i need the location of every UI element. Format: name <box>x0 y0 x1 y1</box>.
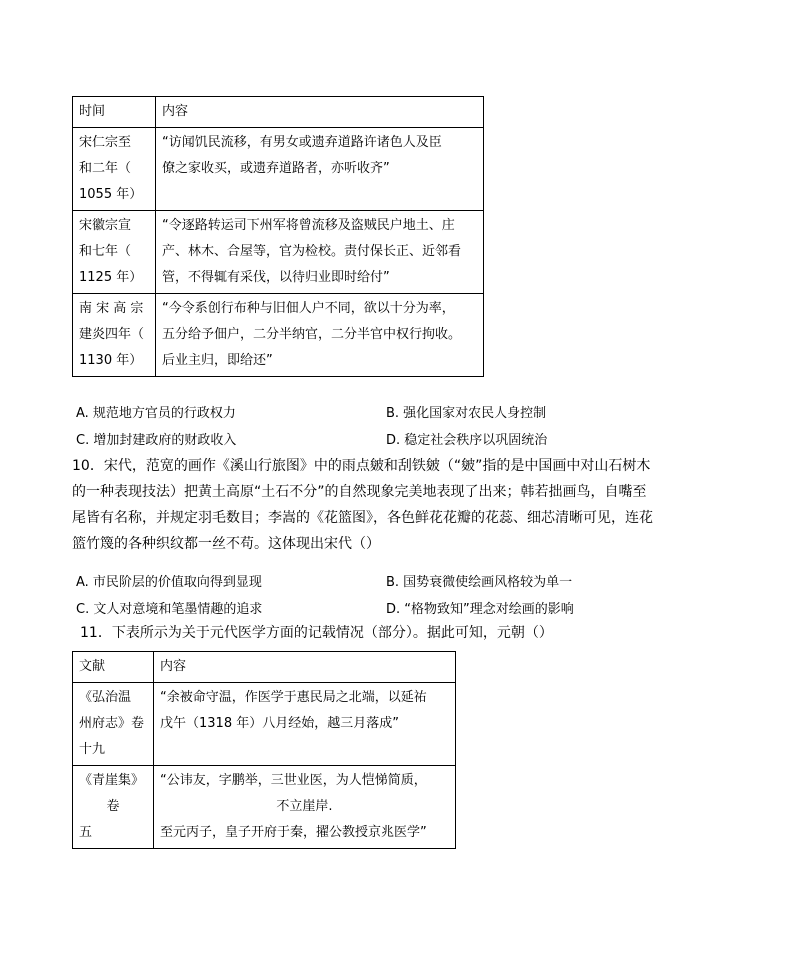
content-line: “今令系创行布种与旧佃人户不同，欲以十分为率， <box>162 301 455 316</box>
time-cell <box>73 211 156 294</box>
time-line: 南 宋 高 宗 <box>79 301 144 316</box>
content-line: 不立崖岸. <box>276 799 333 814</box>
source-line: 五 <box>79 825 93 840</box>
content-line: 戊午（1318 年）八月经始，越三月落成” <box>160 716 399 731</box>
time-line: 和二年（ <box>79 161 132 176</box>
header-time: 时间 <box>73 97 156 128</box>
content-cell <box>156 211 484 294</box>
stem-line: 11．下表所示为关于元代医学方面的记载情况（部分）。据此可知，元朝（） <box>80 625 553 641</box>
header-content: 内容 <box>156 97 484 128</box>
table-row <box>73 211 484 294</box>
header-source: 文献 <box>73 652 154 683</box>
content-line: 至元丙子，皇子开府于秦，擢公教授京兆医学” <box>160 825 427 840</box>
content-cell <box>156 294 484 377</box>
record-table-yuan <box>72 651 456 849</box>
content-line: 后业主归，即给还” <box>162 353 273 368</box>
time-cell <box>73 128 156 211</box>
stem-line: 10．宋代，范宽的画作《溪山行旅图》中的雨点皴和刮铁皴（“皴”指的是中国画中对山石树木 <box>72 458 651 474</box>
source-line: 《弘治温 <box>79 690 132 705</box>
time-line: 宋徽宗宣 <box>79 218 132 233</box>
source-line: 卷 <box>106 799 120 814</box>
q10-option-d: D. “格物致知”理念对绘画的影响 <box>386 602 574 617</box>
stem-line: 篮竹篾的各种织纹都一丝不苟。这体现出宋代（） <box>72 536 380 552</box>
table-row <box>73 128 484 211</box>
q10-option-b: B. 国势衰微使绘画风格较为单一 <box>386 575 573 590</box>
content-cell <box>156 128 484 211</box>
content-line: “令逐路转运司下州军将曾流移及盗贼民户地土、庄 <box>162 218 455 233</box>
content-line: 产、林木、合屋等，官为检校。责付保长正、近邻看 <box>162 244 462 259</box>
time-line: 1130 年） <box>79 353 143 368</box>
stem-line: 的一种表现技法）把黄土高原“土石不分”的自然现象完美地表现了出来；韩若拙画鸟，自嘴至 <box>72 484 647 500</box>
content-line: “公讳友，字鹏举，三世业医，为人恺悌简质， <box>160 773 427 788</box>
q10-option-a: A. 市民阶层的价值取向得到显现 <box>76 575 262 590</box>
question-10-stem <box>72 453 722 557</box>
table-header-row <box>73 652 456 683</box>
table-row <box>73 766 456 849</box>
q9-option-c: C. 增加封建政府的财政收入 <box>76 433 237 448</box>
source-line: 州府志》卷 <box>79 716 145 731</box>
q9-option-a: A. 规范地方官员的行政权力 <box>76 406 236 421</box>
time-line: 和七年（ <box>79 244 132 259</box>
q9-option-b: B. 强化国家对农民人身控制 <box>386 406 547 421</box>
content-line: “余被命守温，作医学于惠民局之北端，以延祐 <box>160 690 427 705</box>
header-content: 内容 <box>154 652 456 683</box>
time-line: 宋仁宗至 <box>79 135 132 150</box>
source-cell <box>73 766 154 849</box>
record-table-song <box>72 96 484 377</box>
table-row <box>73 294 484 377</box>
source-line: 《青崖集》 <box>79 773 145 788</box>
time-cell <box>73 294 156 377</box>
content-line: “访闻饥民流移，有男女或遗弃道路许诸色人及臣 <box>162 135 442 150</box>
time-line: 1125 年） <box>79 270 143 285</box>
q9-option-d: D. 稳定社会秩序以巩固统治 <box>386 433 548 448</box>
q10-option-c: C. 文人对意境和笔墨情趣的追求 <box>76 602 263 617</box>
content-line: 管，不得辄有采伐，以待归业即时给付” <box>162 270 390 285</box>
source-line: 十九 <box>79 742 106 757</box>
time-line: 建炎四年（ <box>79 327 145 342</box>
source-cell <box>73 683 154 766</box>
content-cell <box>154 683 456 766</box>
content-cell <box>154 766 456 849</box>
question-11-stem <box>80 620 730 646</box>
content-line: 五分给予佃户，二分半纳官，二分半官中权行拘收。 <box>162 327 462 342</box>
table-header-row <box>73 97 484 128</box>
stem-line: 尾皆有名称，并规定羽毛数目；李嵩的《花篮图》，各色鲜花花瓣的花蕊、细芯清晰可见，连花 <box>72 510 653 526</box>
content-line: 僚之家收买，或遗弃道路者，亦听收齐” <box>162 161 390 176</box>
table-row <box>73 683 456 766</box>
time-line: 1055 年） <box>79 187 143 202</box>
